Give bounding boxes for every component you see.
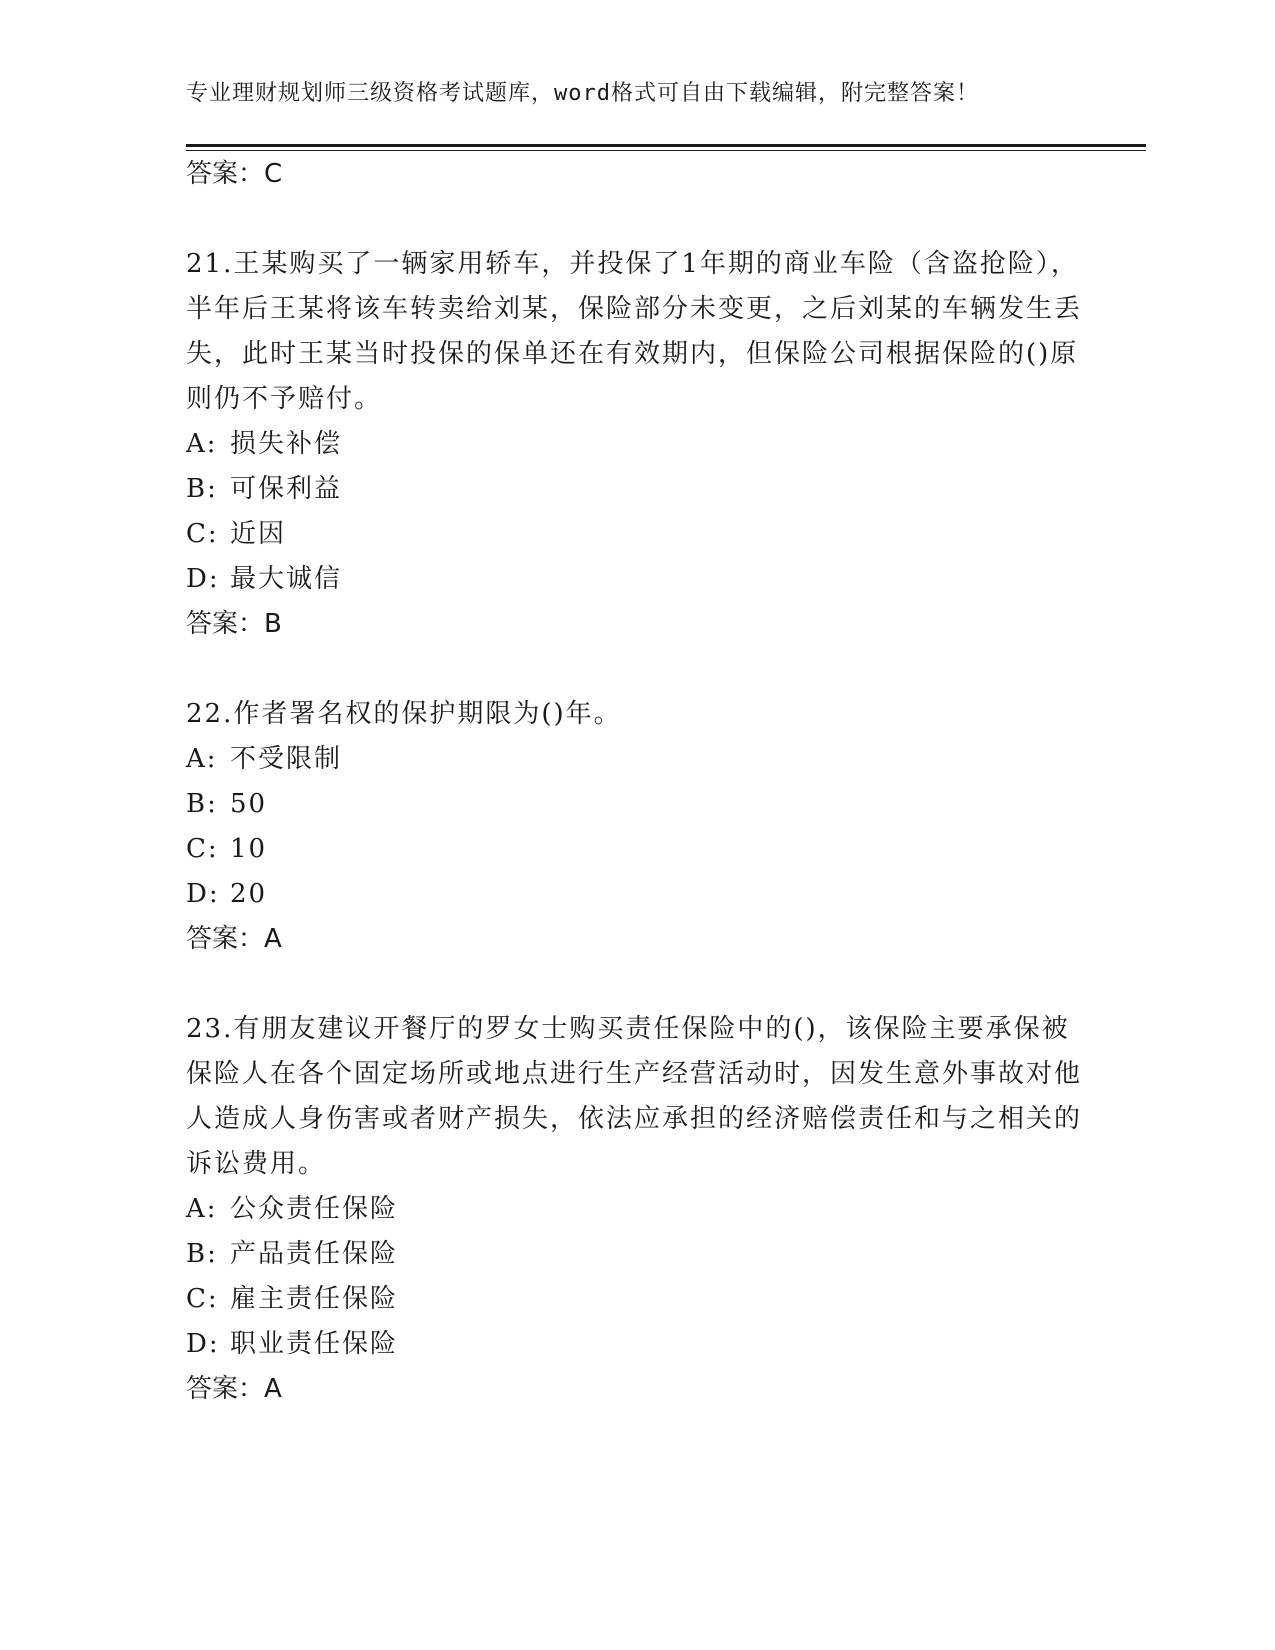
answer-line: 答案：C [186, 159, 283, 189]
option-item [186, 512, 1086, 557]
header-divider-thin [186, 150, 1146, 151]
question-text: 21.王某购买了一辆家用轿车，并投保了1年期的商业车险（含盗抢险），半年后王某将该车转卖给刘某，保险部分未变更，之后刘某的车辆发生丢失，此时王某当时投保的保单还在有效期内，但保险公司根据保险的()原则仍不予赔付。 [186, 249, 1083, 414]
option-text: 最大诚信 [230, 564, 343, 594]
option-letter: A: [186, 744, 218, 774]
option-text: 雇主责任保险 [230, 1284, 399, 1314]
option-text: 20 [230, 879, 268, 909]
option-letter: A: [186, 429, 218, 459]
option-item [186, 1232, 1086, 1277]
option-item [186, 422, 1086, 467]
option-text: 公众责任保险 [230, 1194, 399, 1224]
option-text: 不受限制 [230, 744, 343, 774]
option-item [186, 557, 1086, 602]
option-letter: C: [186, 1284, 219, 1314]
option-letter: B: [186, 474, 218, 504]
option-letter: C: [186, 834, 219, 864]
option-letter: B: [186, 789, 218, 819]
answer-line: 答案：A [186, 924, 282, 954]
option-text: 职业责任保险 [230, 1329, 399, 1359]
question-list [186, 152, 1086, 1412]
option-item [186, 737, 1086, 782]
option-item [186, 872, 1086, 917]
option-letter: A: [186, 1194, 218, 1224]
answer-line: 答案：B [186, 609, 282, 639]
option-text: 10 [230, 834, 268, 864]
option-item [186, 1277, 1086, 1322]
option-text: 产品责任保险 [230, 1239, 399, 1269]
question-text: 23.有朋友建议开餐厅的罗女士购买责任保险中的()，该保险主要承保被保险人在各个固定场所或地点进行生产经营活动时，因发生意外事故对他人造成人身伤害或者财产损失，依法应承担的经济赔偿责任和与之相关的诉讼费用。 [186, 1014, 1083, 1179]
header-divider [186, 144, 1146, 147]
option-item [186, 467, 1086, 512]
option-letter: C: [186, 519, 219, 549]
option-letter: B: [186, 1239, 218, 1269]
option-item [186, 782, 1086, 827]
answer-line: 答案：A [186, 1374, 282, 1404]
page-header: 专业理财规划师三级资格考试题库，word格式可自由下载编辑，附完整答案！ [186, 81, 979, 106]
question-text: 22.作者署名权的保护期限为()年。 [186, 699, 622, 729]
option-text: 可保利益 [230, 474, 343, 504]
option-letter: D: [186, 564, 220, 594]
option-text: 50 [230, 789, 268, 819]
option-letter: D: [186, 1329, 220, 1359]
option-item [186, 827, 1086, 872]
option-text: 近因 [230, 519, 287, 549]
option-letter: D: [186, 879, 220, 909]
option-item [186, 1187, 1086, 1232]
option-text: 损失补偿 [230, 429, 343, 459]
option-item [186, 1322, 1086, 1367]
